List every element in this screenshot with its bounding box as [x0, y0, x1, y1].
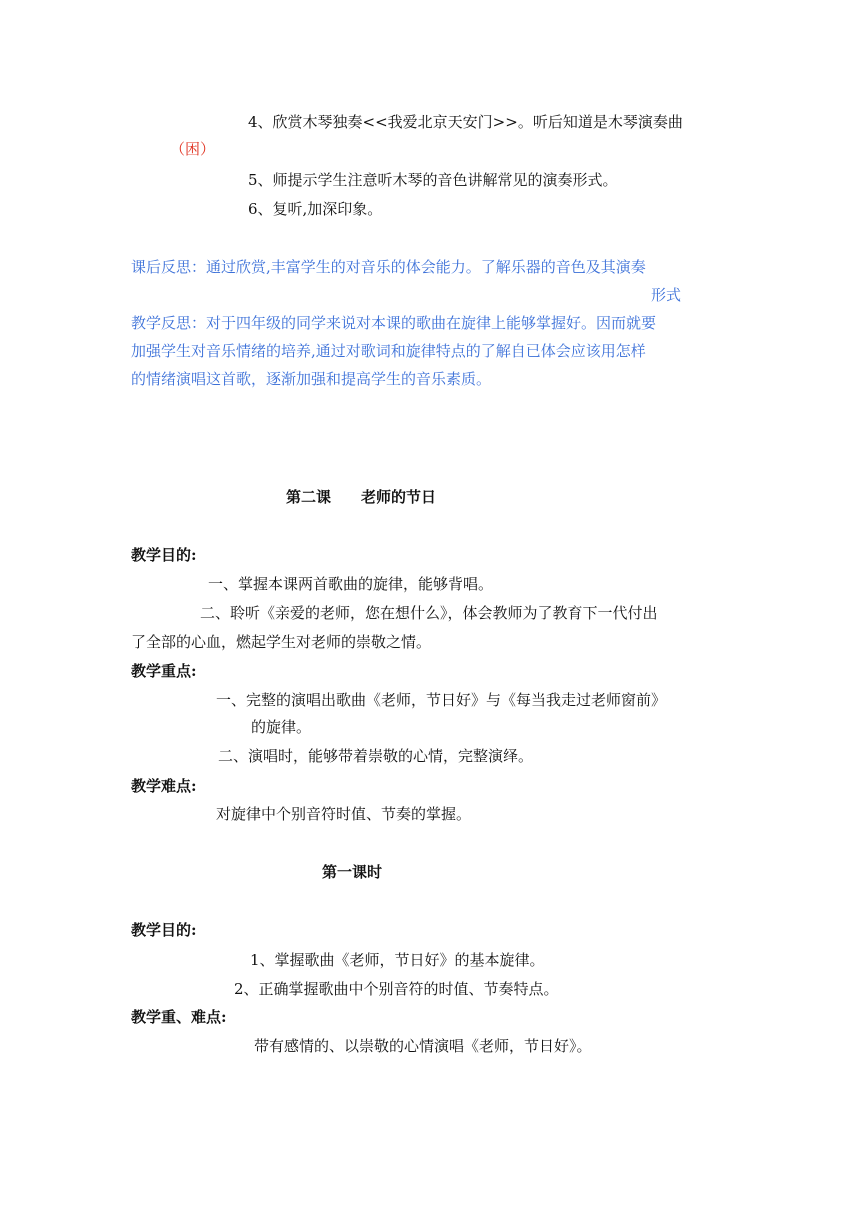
- prev-item-6: 6、复听,加深印象。: [248, 200, 383, 218]
- period-goal-heading: 教学目的:: [131, 921, 197, 939]
- difficulty-text: 对旋律中个别音符时值、节奏的掌握。: [216, 805, 472, 823]
- teaching-reflection-line-3: 的情绪演唱这首歌，逐渐加强和提高学生的音乐素质。: [131, 370, 492, 388]
- key-point-1-line-1: 一、完整的演唱出歌曲《老师，节日好》与《每当我走过老师窗前》: [216, 691, 667, 709]
- prev-item-5: 5、师提示学生注意听木琴的音色讲解常见的演奏形式。: [248, 171, 618, 189]
- after-class-reflection-line-2: 形式: [651, 286, 682, 304]
- period-goal-2: 2、正确掌握歌曲中个别音符的时值、节奏特点。: [234, 980, 559, 998]
- goal-item-2-line-1: 二、聆听《亲爱的老师，您在想什么》，体会教师为了教育下一代付出: [200, 604, 658, 622]
- period-key-heading: 教学重、难点:: [131, 1008, 227, 1026]
- period-key-text: 带有感情的、以崇敬的心情演唱《老师，节日好》。: [254, 1037, 592, 1055]
- key-points-heading: 教学重点:: [131, 662, 197, 680]
- key-point-2: 二、演唱时，能够带着崇敬的心情，完整演绎。: [218, 747, 534, 765]
- goal-heading: 教学目的:: [131, 546, 197, 564]
- prev-item-4-note: （困）: [170, 140, 216, 158]
- teaching-reflection-line-2: 加强学生对音乐情绪的培养,通过对歌词和旋律特点的了解自已体会应该用怎样: [131, 342, 646, 360]
- key-point-1-line-2: 的旋律。: [251, 718, 312, 736]
- difficulty-heading: 教学难点:: [131, 777, 197, 795]
- after-class-reflection-line-1: 课后反思：通过欣赏,丰富学生的对音乐的体会能力。了解乐器的音色及其演奏: [131, 258, 646, 276]
- teaching-reflection-line-1: 教学反思：对于四年级的同学来说对本课的歌曲在旋律上能够掌握好。因而就要: [131, 314, 657, 332]
- period-title: 第一课时: [322, 863, 383, 881]
- period-goal-1: 1、掌握歌曲《老师，节日好》的基本旋律。: [250, 951, 545, 969]
- goal-item-1: 一、掌握本课两首歌曲的旋律，能够背唱。: [208, 575, 494, 593]
- goal-item-2-line-2: 了全部的心血，燃起学生对老师的崇敬之情。: [131, 633, 432, 651]
- lesson-title: 第二课 老师的节日: [286, 488, 437, 506]
- prev-item-4: 4、欣赏木琴独奏<<我爱北京天安门>>。听后知道是木琴演奏曲: [248, 113, 683, 131]
